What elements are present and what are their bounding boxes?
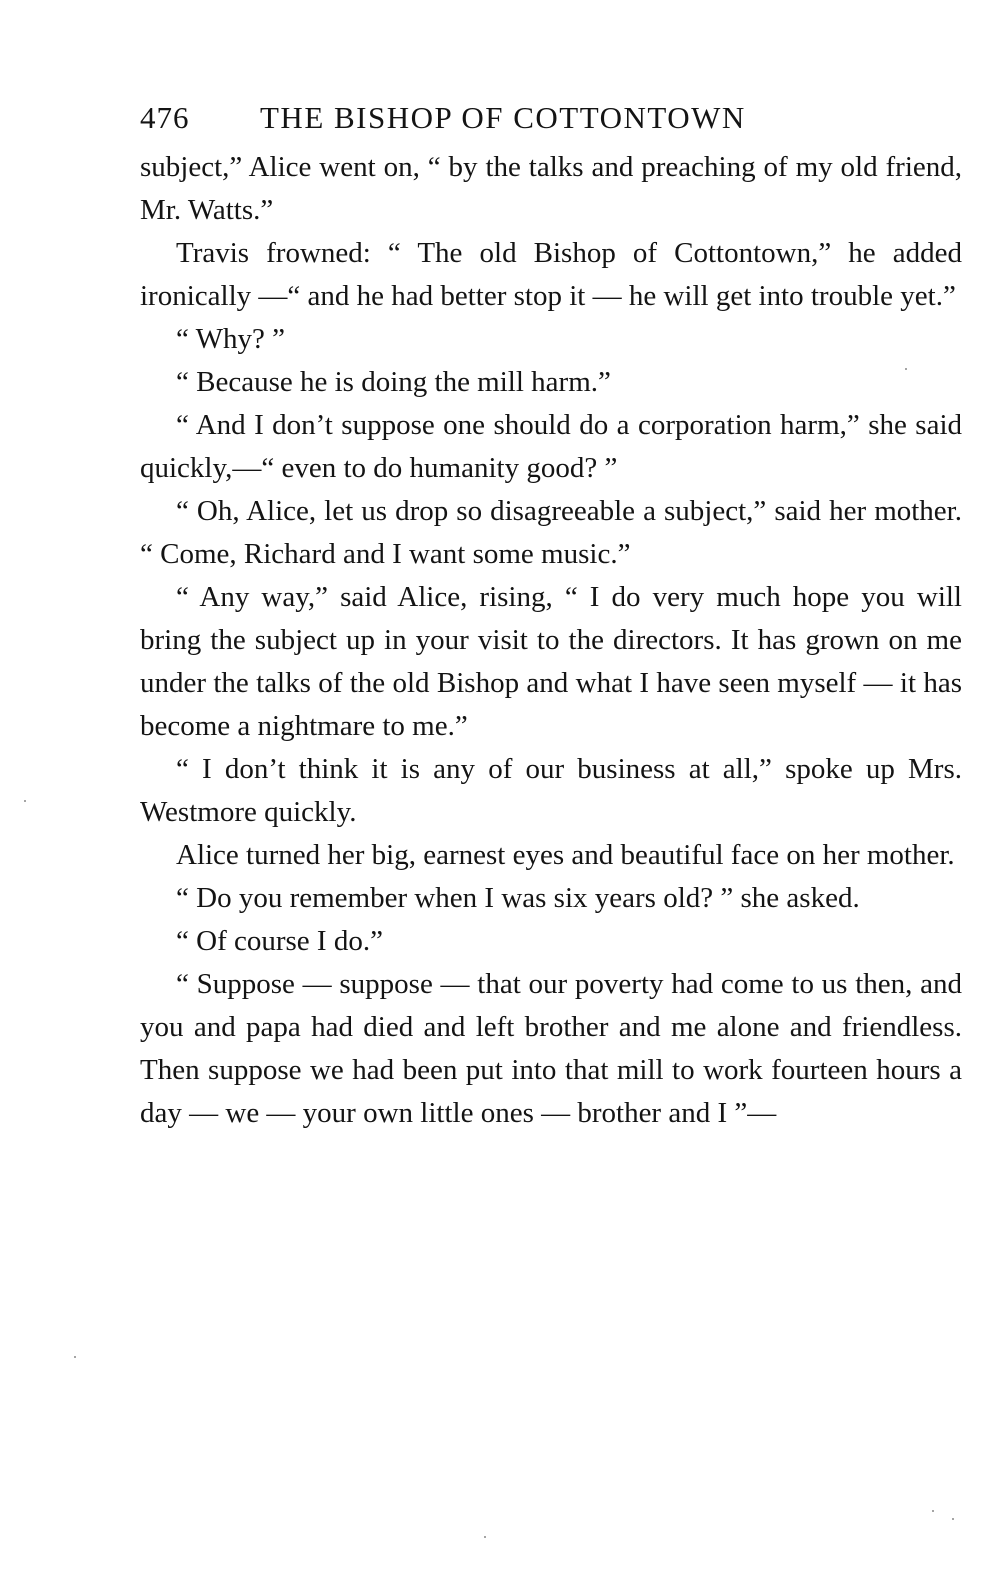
paragraph: “ Of course I do.” (176, 925, 383, 957)
running-head (140, 100, 962, 136)
paragraph: “ Oh, Alice, let us drop so disagreeable a subject,” said her mother. “ Come, Richard and I want some music.” (140, 495, 962, 570)
paragraph: “ Any way,” said Alice, rising, “ I do very much hope you will bring the subject up in your visit to the directors. It has grown on me under the talks of the old Bishop and what I have seen myself — it has become a nightmare to me.” (140, 581, 962, 742)
paragraph: “ Do you remember when I was six years old? ” she asked. (176, 882, 860, 914)
paragraph: “ I don’t think it is any of our business at all,” spoke up Mrs. Westmore quickly. (140, 753, 962, 828)
paper-speck (932, 1510, 934, 1512)
paragraph: “ Suppose — suppose — that our poverty had come to us then, and you and papa had died and left brother and me alone and friendless. Then suppose we had been put into that mill to work fourteen hours a day — we — your own little ones — brother and I ”— (140, 968, 962, 1129)
page-number: 476 (140, 100, 190, 135)
paper-speck (905, 368, 907, 370)
body-text (140, 146, 962, 1135)
paragraph: “ Because he is doing the mill harm.” (176, 366, 611, 398)
paragraph: “ Why? ” (176, 323, 285, 355)
paragraph: Travis frowned: “ The old Bishop of Cottontown,” he added ironically —“ and he had better stop it — he will get into trouble yet.” (140, 237, 962, 312)
paper-speck (952, 1518, 954, 1520)
paper-speck (24, 800, 26, 802)
paper-speck (74, 1356, 76, 1358)
paragraph-continuation: subject,” Alice went on, “ by the talks and preaching of my old friend, Mr. Watts.” (140, 151, 962, 226)
running-title: THE BISHOP OF COTTONTOWN (260, 100, 746, 135)
paper-speck (484, 1536, 486, 1538)
book-page (140, 100, 962, 1135)
paragraph: Alice turned her big, earnest eyes and beautiful face on her mother. (176, 839, 955, 871)
paragraph: “ And I don’t suppose one should do a corporation harm,” she said quickly,—“ even to do humanity good? ” (140, 409, 962, 484)
